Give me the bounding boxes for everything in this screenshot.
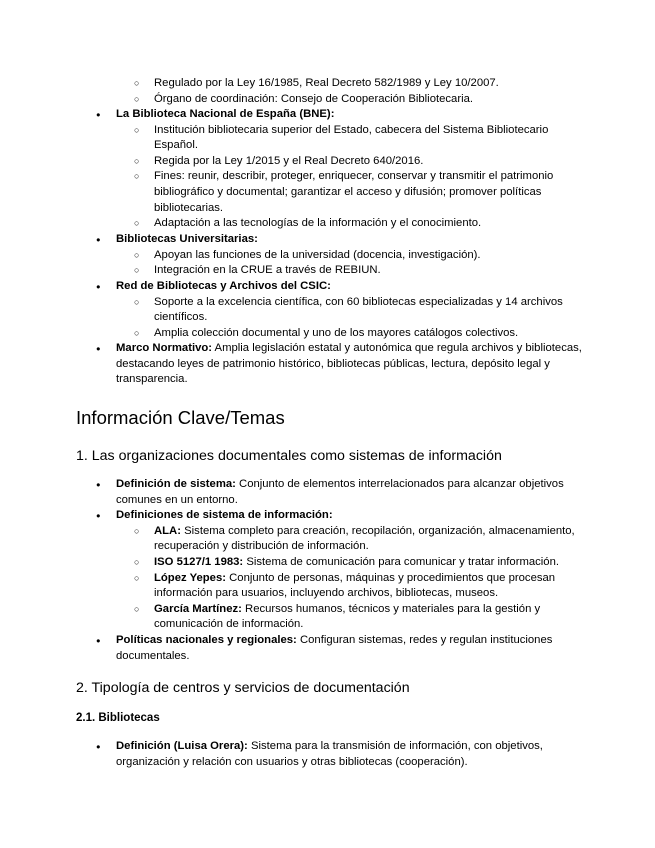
defs-label: Definiciones de sistema de información: — [116, 509, 333, 522]
csic-list — [0, 279, 655, 341]
list-item — [0, 555, 655, 571]
bne-label: La Biblioteca Nacional de España (BNE): — [116, 108, 335, 120]
list-item — [0, 739, 655, 770]
list-item — [0, 571, 655, 602]
list-item — [0, 508, 655, 524]
list-item: ○ Integración en la CRUE a través de REBIUN. — [0, 263, 655, 279]
marco-list — [0, 341, 655, 388]
section2-subtitle: 2.1. Bibliotecas — [76, 712, 160, 724]
list-item — [0, 633, 655, 664]
section2-list — [0, 739, 655, 770]
def-sistema-label: Definición de sistema: — [116, 478, 236, 490]
def-text: Sistema de comunicación para comunicar y tratar información. — [243, 555, 560, 568]
page-heading: Información Clave/Temas — [76, 407, 285, 428]
def-label: ALA: — [154, 524, 181, 537]
list-item — [0, 279, 655, 295]
univ-label: Bibliotecas Universitarias: — [116, 233, 258, 245]
list-item: ○ Órgano de coordinación: Consejo de Cooperación Bibliotecaria. — [0, 92, 655, 108]
def-sistema-text: Conjunto de elementos interrelacionados para alcanzar objetivos comunes en un entorno. — [116, 478, 564, 506]
def-text: Recursos humanos, técnicos y materiales para la gestión y comunicación de información. — [154, 602, 541, 631]
list-item — [0, 107, 655, 123]
list-item: ○ Regulado por la Ley 16/1985, Real Decreto 582/1989 y Ley 10/2007. — [0, 76, 655, 92]
bne-list — [0, 107, 655, 232]
orera-text: Sistema para la transmisión de información, con objetivos, organización y relación con usuarios y otras bibliotecas (cooperación). — [116, 740, 543, 768]
list-item: ○ Apoyan las funciones de la universidad (docencia, investigación). — [0, 248, 655, 264]
politicas-text: Configuran sistemas, redes y regulan instituciones documentales. — [116, 633, 553, 662]
def-label: López Yepes: — [154, 571, 226, 584]
def-label: ISO 5127/1 1983: — [154, 555, 244, 568]
marco-label: Marco Normativo: — [116, 342, 213, 354]
top-sublist — [0, 76, 655, 107]
list-item — [0, 524, 655, 555]
section1-list — [0, 477, 655, 664]
orera-label: Definición (Luisa Orera): — [116, 740, 248, 752]
list-item: ○ Adaptación a las tecnologías de la información y el conocimiento. — [0, 216, 655, 232]
list-item — [0, 477, 655, 508]
list-item: ○ Fines: reunir, describir, proteger, enriquecer, conservar y transmitir el patrimonio bibliográfico y documental; garantizar el acceso y difusión; promover políticas bibliotecarias. — [0, 169, 655, 216]
list-item — [0, 232, 655, 248]
list-item — [0, 341, 655, 388]
politicas-label: Políticas nacionales y regionales: — [116, 633, 297, 646]
def-text: Sistema completo para creación, recopilación, organización, almacenamiento, recuperación y distribución de información. — [154, 524, 575, 553]
section2-title: 2. Tipología de centros y servicios de documentación — [76, 680, 410, 696]
list-item: ○ Regida por la Ley 1/2015 y el Real Decreto 640/2016. — [0, 154, 655, 170]
marco-text: Amplia legislación estatal y autonómica que regula archivos y bibliotecas, destacando leyes de patrimonio histórico, bibliotecas públicas, lectura, depósito legal y transparencia. — [116, 342, 582, 386]
list-item — [0, 602, 655, 633]
csic-label: Red de Bibliotecas y Archivos del CSIC: — [116, 280, 331, 292]
univ-list — [0, 232, 655, 279]
list-item: ○ Institución bibliotecaria superior del Estado, cabecera del Sistema Bibliotecario Español. — [0, 123, 655, 154]
def-text: Conjunto de personas, máquinas y procedimientos que procesan información para usuarios, incluyendo archivos, bibliotecas, museos. — [154, 571, 556, 600]
section1-title: 1. Las organizaciones documentales como sistemas de información — [76, 448, 502, 464]
list-item: ○ Amplia colección documental y uno de los mayores catálogos colectivos. — [0, 326, 655, 342]
list-item: ○ Soporte a la excelencia científica, con 60 bibliotecas especializadas y 14 archivos científicos. — [0, 295, 655, 326]
def-label: García Martínez: — [154, 602, 242, 615]
